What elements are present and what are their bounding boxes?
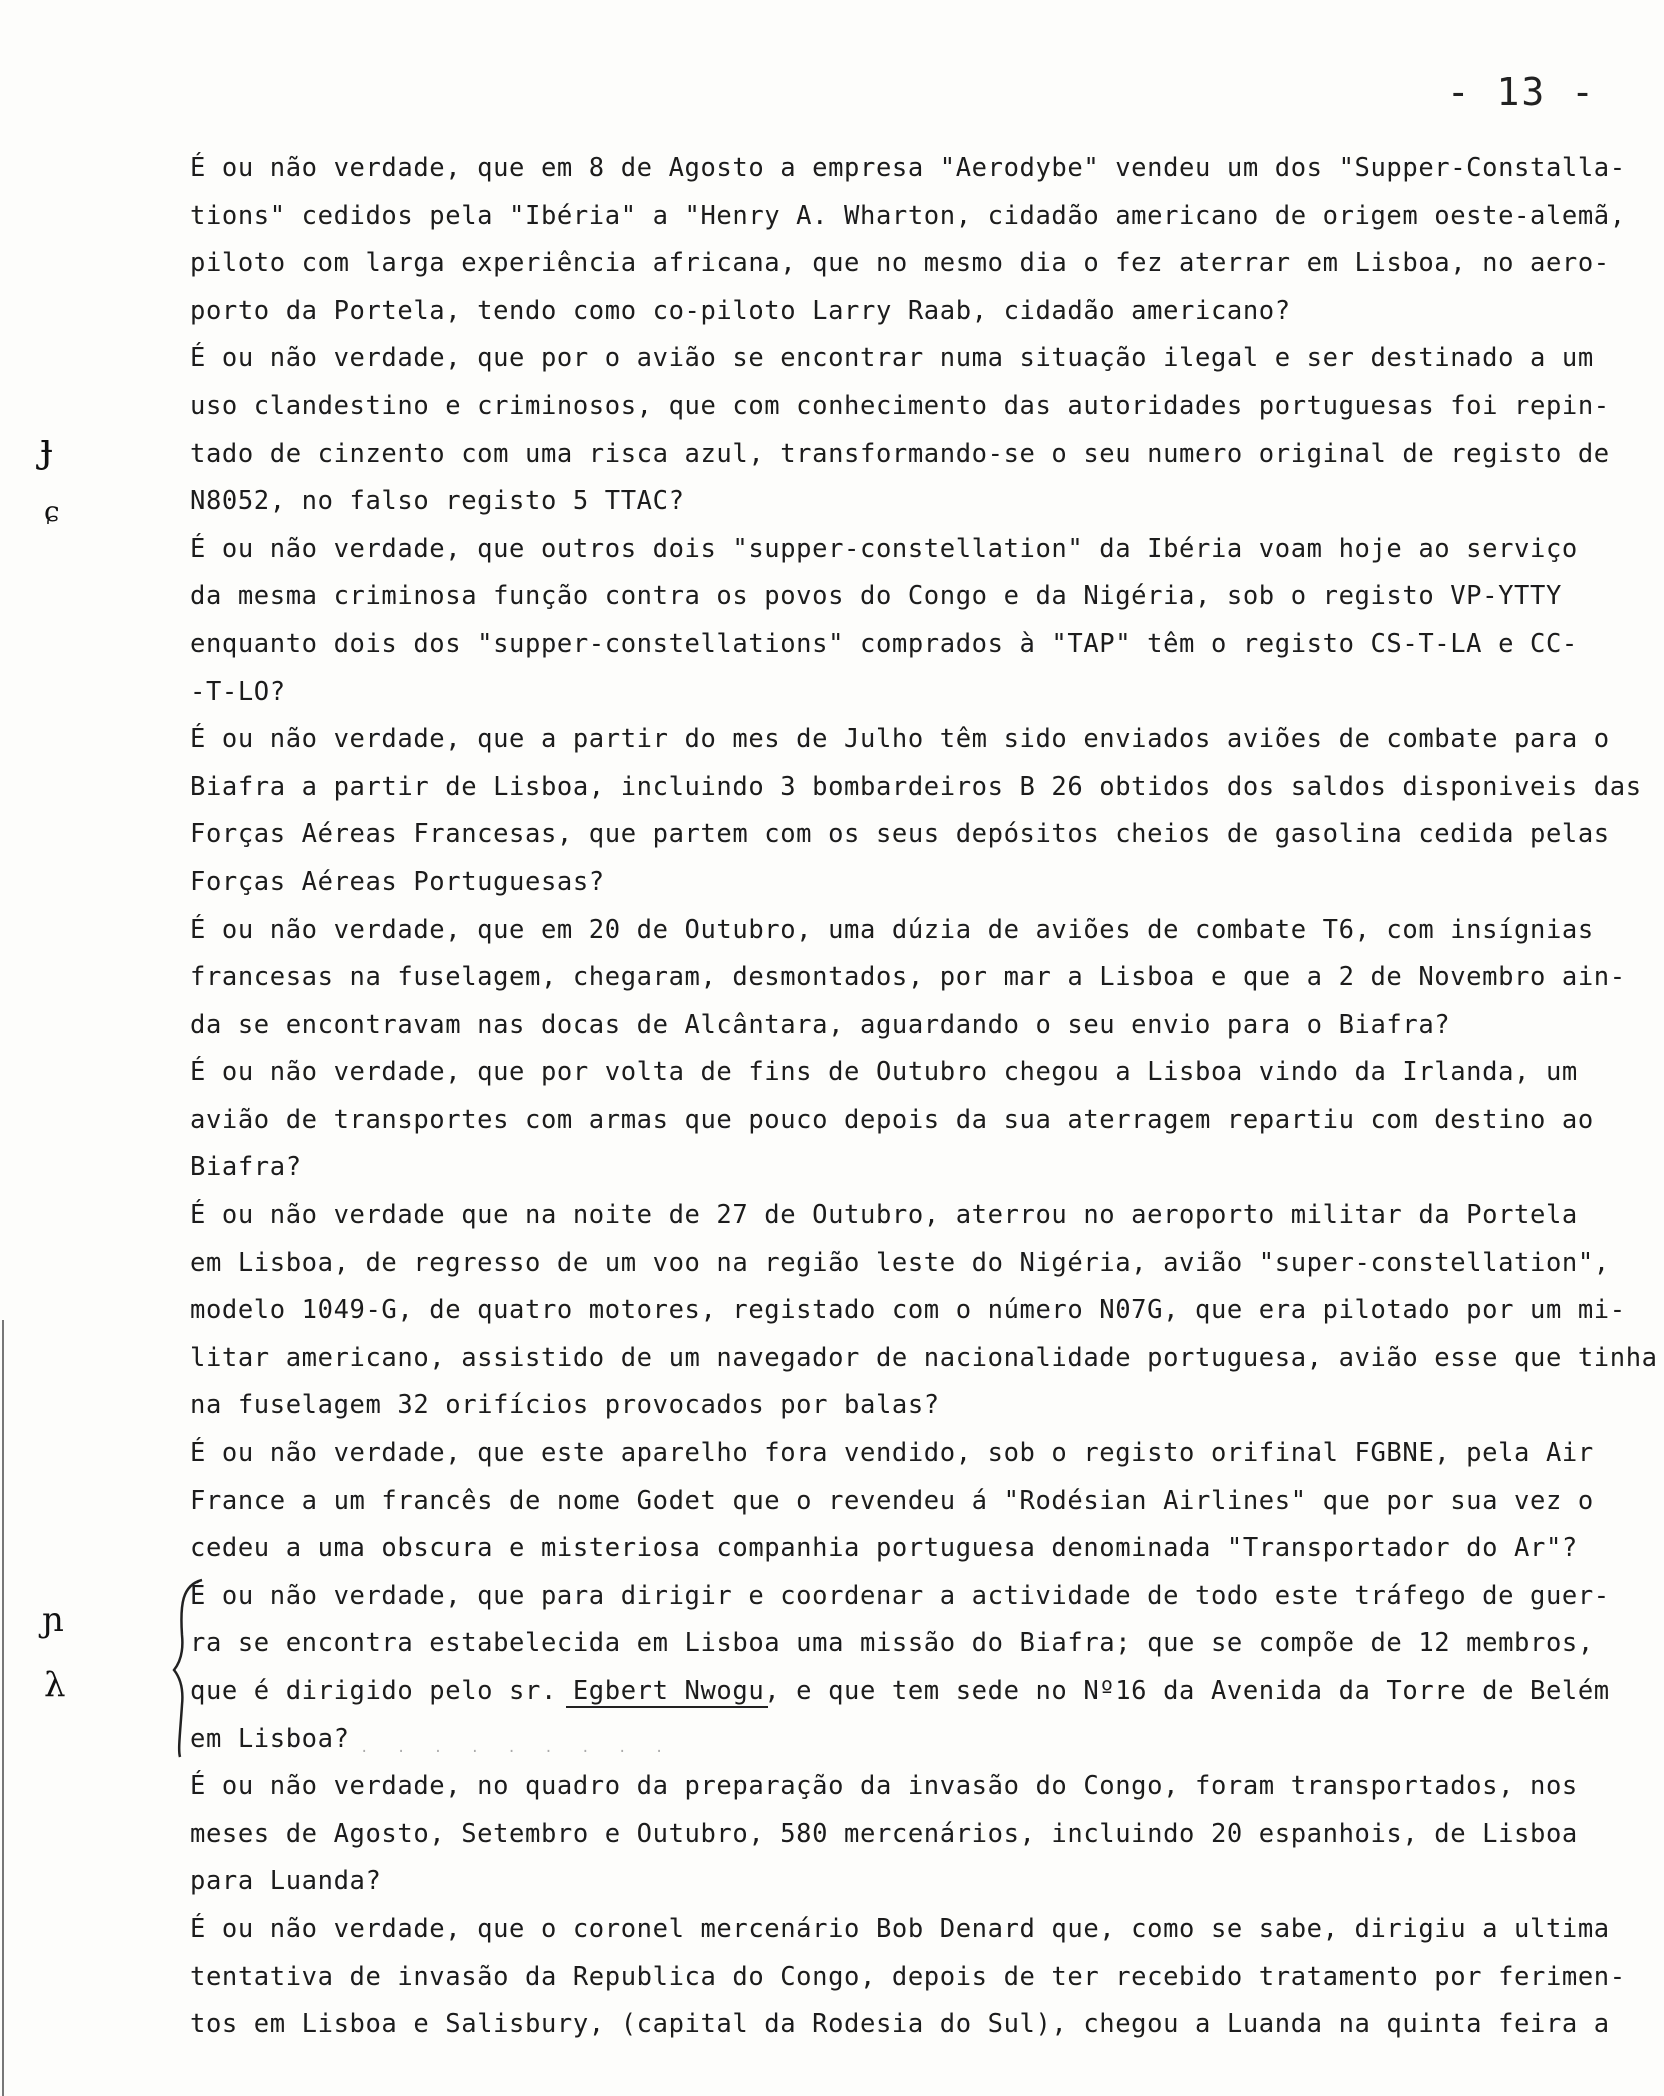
text-line: tado de cinzento com uma risca azul, transformando-se o seu numero original de registo de xyxy=(190,438,1610,469)
page-number: - 13 - xyxy=(1446,70,1596,114)
faint-dots: . . . . . . . . . xyxy=(360,1740,674,1756)
text-line: tentativa de invasão da Republica do Congo, depois de ter recebido tratamento por ferimen- xyxy=(190,1961,1626,1992)
text-line: Biafra? xyxy=(190,1152,302,1183)
text-line: cedeu a uma obscura e misteriosa companhia portuguesa denominada "Transportador do Ar"? xyxy=(190,1533,1578,1564)
text-line: Forças Aéreas Portuguesas? xyxy=(190,866,605,897)
text-line: litar americano, assistido de um navegador de nacionalidade portuguesa, avião esse que tinha xyxy=(190,1342,1658,1373)
text-line: É ou não verdade, que o coronel mercenário Bob Denard que, como se sabe, dirigiu a ultima xyxy=(190,1913,1610,1944)
text-line: France a um francês de nome Godet que o revendeu á "Rodésian Airlines" que por sua vez o xyxy=(190,1485,1594,1516)
text-line: É ou não verdade, que este aparelho fora vendido, sob o registo orifinal FGBNE, pela Air xyxy=(190,1438,1594,1469)
margin-mark-icon: ɕ xyxy=(44,495,60,528)
margin-mark-icon: ɲ xyxy=(42,1600,64,1640)
text-line: tos em Lisboa e Salisbury, (capital da Rodesia do Sul), chegou a Luanda na quinta feira a xyxy=(190,2009,1610,2040)
text-line: que é dirigido pelo sr. Egbert Nwogu, e que tem sede no Nº16 da Avenida da Torre de Belém xyxy=(190,1676,1610,1706)
text-line: É ou não verdade, no quadro da preparação da invasão do Congo, foram transportados, nos xyxy=(190,1771,1578,1802)
text-line: N8052, no falso registo 5 TTAC? xyxy=(190,486,685,517)
text-line: em Lisboa? xyxy=(190,1723,350,1754)
text-line: meses de Agosto, Setembro e Outubro, 580 mercenários, incluindo 20 espanhois, de Lisboa xyxy=(190,1818,1578,1849)
text-line: Forças Aéreas Francesas, que partem com os seus depósitos cheios de gasolina cedida pelas xyxy=(190,819,1610,850)
text-line: -T-LO? xyxy=(190,676,286,707)
text-line: É ou não verdade, que para dirigir e coordenar a actividade de todo este tráfego de guer- xyxy=(190,1580,1610,1611)
text-line: porto da Portela, tendo como co-piloto Larry Raab, cidadão americano? xyxy=(190,295,1291,326)
text-line: avião de transportes com armas que pouco depois da sua aterragem repartiu com destino ao xyxy=(190,1104,1594,1135)
text-line: É ou não verdade, que por volta de fins de Outubro chegou a Lisboa vindo da Irlanda, um xyxy=(190,1057,1578,1088)
document-text xyxy=(190,145,1658,2049)
text-line: É ou não verdade que na noite de 27 de Outubro, aterrou no aeroporto militar da Portela xyxy=(190,1200,1578,1231)
margin-mark-icon: ɟ xyxy=(40,425,53,471)
text-line: É ou não verdade, que em 8 de Agosto a empresa "Aerodybe" vendeu um dos "Supper-Constalla- xyxy=(190,153,1626,183)
text-line: francesas na fuselagem, chegaram, desmontados, por mar a Lisboa e que a 2 de Novembro ain- xyxy=(190,962,1626,993)
text-line: em Lisboa, de regresso de um voo na região leste do Nigéria, avião "super-constellation", xyxy=(190,1247,1610,1278)
text-line: da mesma criminosa função contra os povos do Congo e da Nigéria, sob o registo VP-YTTY xyxy=(190,581,1562,612)
text-line: É ou não verdade, que em 20 de Outubro, uma dúzia de aviões de combate T6, com insígnias xyxy=(190,914,1594,945)
binding-edge xyxy=(2,1320,4,2096)
text-line: modelo 1049-G, de quatro motores, registado com o número N07G, que era pilotado por um mi- xyxy=(190,1295,1626,1326)
margin-mark-icon: λ xyxy=(44,1665,66,1705)
text-line: na fuselagem 32 orifícios provocados por balas? xyxy=(190,1390,940,1421)
text-line: Biafra a partir de Lisboa, incluindo 3 bombardeiros B 26 obtidos dos saldos disponiveis das xyxy=(190,771,1642,802)
text-line: tions" cedidos pela "Ibéria" a "Henry A. Wharton, cidadão americano de origem oeste-alemã, xyxy=(190,200,1626,231)
text-line: enquanto dois dos "supper-constellations" comprados à "TAP" têm o registo CS-T-LA e CC- xyxy=(190,628,1578,659)
text-line: piloto com larga experiência africana, que no mesmo dia o fez aterrar em Lisboa, no aero- xyxy=(190,248,1610,279)
text-line: ra se encontra estabelecida em Lisboa uma missão do Biafra; que se compõe de 12 membros, xyxy=(190,1628,1594,1659)
text-line: para Luanda? xyxy=(190,1866,382,1897)
text-line: uso clandestino e criminosos, que com conhecimento das autoridades portuguesas foi repin- xyxy=(190,390,1610,421)
text-line: É ou não verdade, que outros dois "supper-constellation" da Ibéria voam hoje ao serviço xyxy=(190,533,1578,564)
text-line: É ou não verdade, que por o avião se encontrar numa situação ilegal e ser destinado a um xyxy=(190,343,1594,374)
text-line: da se encontravam nas docas de Alcântara, aguardando o seu envio para o Biafra? xyxy=(190,1009,1451,1040)
text-line: É ou não verdade, que a partir do mes de Julho têm sido enviados aviões de combate para o xyxy=(190,724,1610,755)
